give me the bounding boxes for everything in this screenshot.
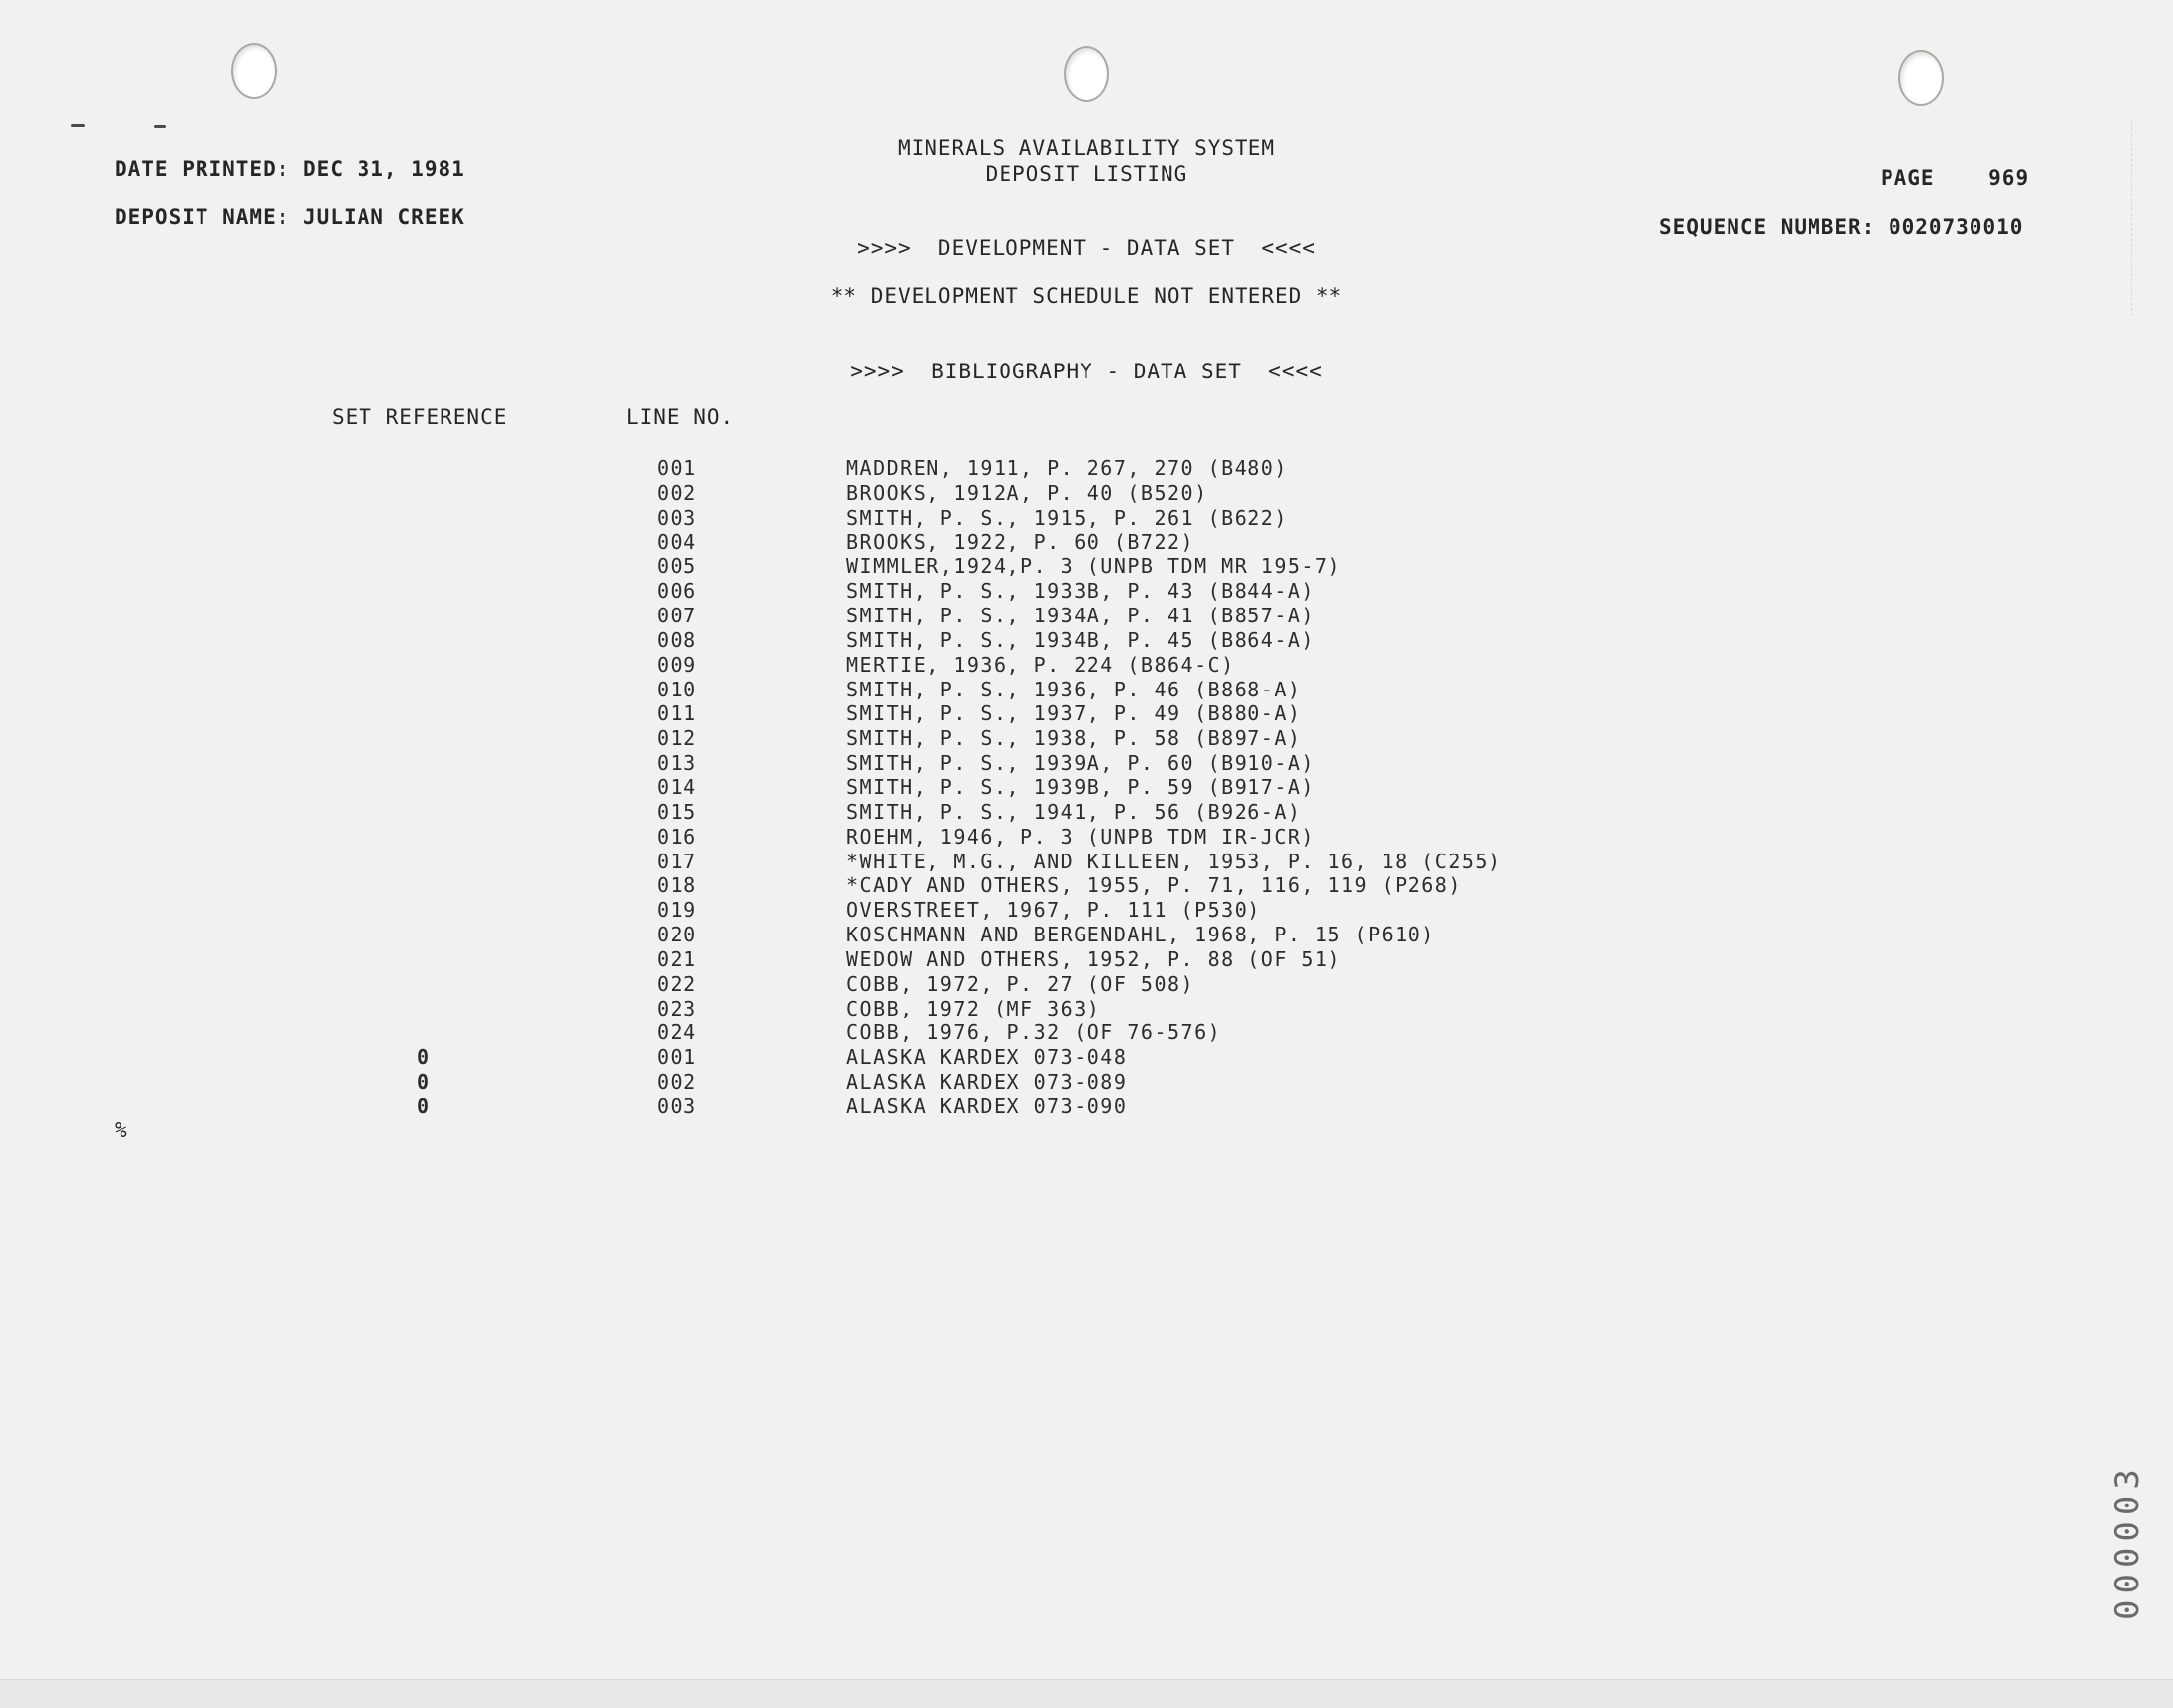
citation: MERTIE, 1936, P. 224 (B864-C)	[846, 652, 1235, 677]
bibliography-row	[0, 898, 2173, 923]
bibliography-row	[0, 751, 2173, 775]
citation: ALASKA KARDEX 073-089	[846, 1070, 1128, 1095]
citation: MADDREN, 1911, P. 267, 270 (B480)	[846, 456, 1288, 480]
bibliography-row	[0, 678, 2173, 702]
citation: ALASKA KARDEX 073-048	[846, 1045, 1128, 1070]
line-number: 007	[657, 604, 697, 628]
deposit-name	[115, 205, 465, 229]
development-note: ** DEVELOPMENT SCHEDULE NOT ENTERED **	[830, 285, 1343, 308]
citation: SMITH, P. S., 1936, P. 46 (B868-A)	[846, 677, 1302, 701]
line-number: 006	[657, 579, 697, 604]
deposit-name-value: JULIAN CREEK	[303, 205, 465, 229]
line-number: 012	[657, 726, 697, 751]
bibliography-row	[0, 701, 2173, 726]
bibliography-row	[0, 850, 2173, 874]
line-number: 018	[657, 873, 697, 898]
column-header-line-no: LINE NO.	[626, 405, 735, 429]
citation: WEDOW AND OTHERS, 1952, P. 88 (OF 51)	[846, 946, 1342, 971]
citation: WIMMLER,1924,P. 3 (UNPB TDM MR 195-7)	[846, 554, 1342, 579]
binder-hole-left	[231, 43, 277, 99]
line-number: 005	[657, 554, 697, 579]
bibliography-row	[0, 1095, 2173, 1119]
bibliography-row	[0, 873, 2173, 898]
set-reference: 0	[417, 1094, 431, 1118]
citation: SMITH, P. S., 1937, P. 49 (B880-A)	[846, 701, 1302, 726]
deposit-name-label: DEPOSIT NAME:	[115, 205, 290, 229]
citation: COBB, 1976, P.32 (OF 76-576)	[846, 1020, 1222, 1045]
line-number: 001	[657, 456, 697, 480]
date-printed-label: DATE PRINTED:	[115, 157, 290, 181]
sequence-label: SEQUENCE NUMBER:	[1659, 215, 1876, 239]
bibliography-row	[0, 923, 2173, 947]
bibliography-row	[0, 800, 2173, 825]
bibliography-row	[0, 947, 2173, 972]
page-number	[1881, 166, 2029, 190]
line-number: 016	[657, 824, 697, 849]
bibliography-row	[0, 726, 2173, 751]
line-number: 024	[657, 1020, 697, 1045]
bibliography-list	[0, 456, 2173, 1119]
date-printed	[115, 157, 465, 181]
line-number: 004	[657, 529, 697, 554]
bibliography-row	[0, 1020, 2173, 1045]
line-number: 013	[657, 751, 697, 775]
line-number: 009	[657, 652, 697, 677]
citation: *WHITE, M.G., AND KILLEEN, 1953, P. 16, 18 (C255)	[846, 849, 1502, 873]
ink-smudge	[71, 124, 85, 127]
bibliography-row	[0, 775, 2173, 800]
line-number: 021	[657, 946, 697, 971]
line-number: 002	[657, 1070, 697, 1095]
side-page-number: 000003	[2108, 1463, 2147, 1620]
citation: COBB, 1972, P. 27 (OF 508)	[846, 971, 1195, 996]
bibliography-row	[0, 653, 2173, 678]
listing-title: DEPOSIT LISTING	[985, 162, 1188, 186]
sequence-value: 0020730010	[1888, 215, 2024, 239]
line-number: 002	[657, 480, 697, 505]
set-reference: 0	[417, 1045, 431, 1070]
citation: SMITH, P. S., 1938, P. 58 (B897-A)	[846, 726, 1302, 751]
page-value: 969	[1988, 166, 2030, 190]
citation: BROOKS, 1922, P. 60 (B722)	[846, 529, 1195, 554]
line-number: 011	[657, 701, 697, 726]
line-number: 019	[657, 898, 697, 923]
citation: ROEHM, 1946, P. 3 (UNPB TDM IR-JCR)	[846, 824, 1315, 849]
citation: SMITH, P. S., 1915, P. 261 (B622)	[846, 505, 1288, 529]
page-edge-mark	[2131, 119, 2161, 316]
bibliography-row	[0, 579, 2173, 604]
citation: OVERSTREET, 1967, P. 111 (P530)	[846, 898, 1261, 923]
date-printed-value: DEC 31, 1981	[303, 157, 465, 181]
bibliography-row	[0, 825, 2173, 850]
line-number: 020	[657, 923, 697, 947]
line-number: 023	[657, 996, 697, 1020]
system-title: MINERALS AVAILABILITY SYSTEM	[897, 136, 1275, 160]
bibliography-row	[0, 456, 2173, 481]
set-reference: 0	[417, 1070, 431, 1095]
line-number: 014	[657, 774, 697, 799]
citation: SMITH, P. S., 1939B, P. 59 (B917-A)	[846, 774, 1315, 799]
line-number: 001	[657, 1045, 697, 1070]
line-number: 015	[657, 799, 697, 824]
citation: SMITH, P. S., 1939A, P. 60 (B910-A)	[846, 751, 1315, 775]
bibliography-row	[0, 1070, 2173, 1095]
line-number: 022	[657, 971, 697, 996]
line-number: 017	[657, 849, 697, 873]
bibliography-row	[0, 554, 2173, 579]
citation: *CADY AND OTHERS, 1955, P. 71, 116, 119 (P268)	[846, 873, 1462, 898]
bibliography-row	[0, 972, 2173, 997]
bibliography-row	[0, 997, 2173, 1021]
line-number: 008	[657, 627, 697, 652]
bibliography-row	[0, 506, 2173, 530]
citation: BROOKS, 1912A, P. 40 (B520)	[846, 480, 1208, 505]
line-number: 003	[657, 1094, 697, 1118]
bibliography-row	[0, 604, 2173, 628]
line-number: 010	[657, 677, 697, 701]
citation: COBB, 1972 (MF 363)	[846, 996, 1101, 1020]
binder-hole-center	[1064, 46, 1109, 102]
bibliography-row	[0, 1045, 2173, 1070]
line-number: 003	[657, 505, 697, 529]
page-label: PAGE	[1881, 166, 1935, 190]
development-heading: >>>> DEVELOPMENT - DATA SET <<<<	[857, 236, 1316, 260]
sequence-number	[1659, 215, 2023, 239]
scanner-bottom-strip	[0, 1679, 2173, 1708]
bibliography-row	[0, 481, 2173, 506]
citation: KOSCHMANN AND BERGENDAHL, 1968, P. 15 (P610)	[846, 923, 1435, 947]
citation: SMITH, P. S., 1933B, P. 43 (B844-A)	[846, 579, 1315, 604]
citation: ALASKA KARDEX 073-090	[846, 1094, 1128, 1118]
binder-hole-right	[1898, 50, 1944, 106]
bibliography-row	[0, 628, 2173, 653]
column-header-set-reference: SET REFERENCE	[332, 405, 508, 429]
citation: SMITH, P. S., 1934A, P. 41 (B857-A)	[846, 604, 1315, 628]
end-of-listing-mark: %	[115, 1118, 128, 1142]
bibliography-heading: >>>> BIBLIOGRAPHY - DATA SET <<<<	[850, 360, 1323, 383]
citation: SMITH, P. S., 1934B, P. 45 (B864-A)	[846, 627, 1315, 652]
bibliography-row	[0, 530, 2173, 555]
citation: SMITH, P. S., 1941, P. 56 (B926-A)	[846, 799, 1302, 824]
ink-smudge	[154, 125, 166, 128]
